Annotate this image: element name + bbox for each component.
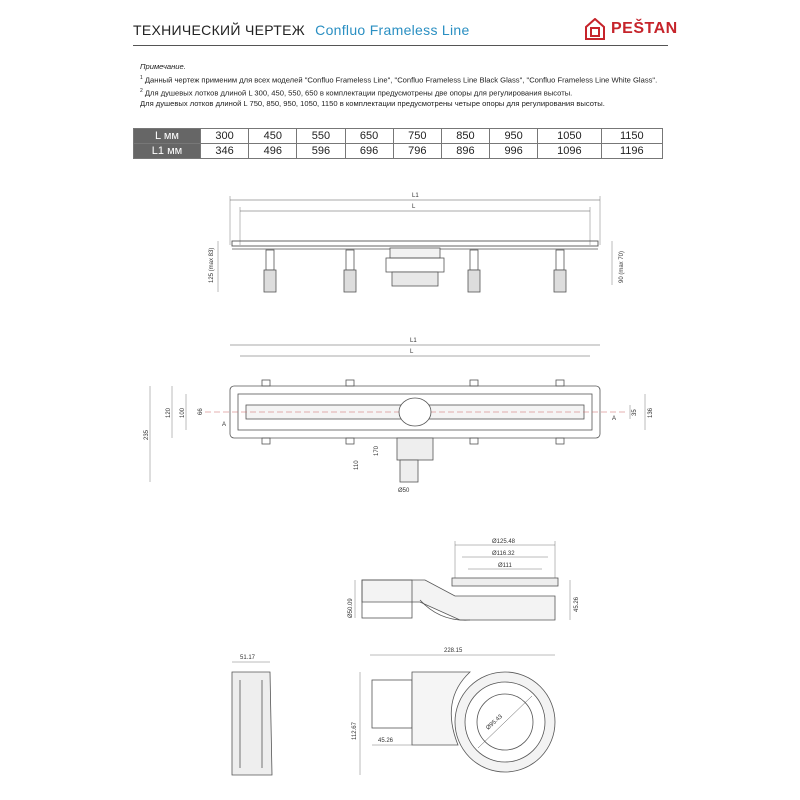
side-dim-51-17: 51.17 bbox=[240, 655, 256, 661]
note-3: Для душевых лотков длиной L 750, 850, 950, 1050, 1150 в комплектации предусмотрены четыре опоры для регулирования высоты. bbox=[140, 98, 605, 108]
note-1-mark: 1 bbox=[140, 74, 143, 81]
size-table-cell: 1150 bbox=[601, 129, 662, 144]
size-table-cell: 950 bbox=[490, 129, 538, 144]
note-2-mark: 2 bbox=[140, 87, 143, 94]
note-2-text: Для душевых лотков длиной L 300, 450, 550, 650 в комплектации предусмотрены две опоры для регулирования высоты. bbox=[144, 88, 573, 98]
bottom-dim-d95: Ø95.43 bbox=[485, 713, 504, 732]
notes-title: Примечание. bbox=[140, 62, 186, 71]
size-table-cell: 996 bbox=[490, 144, 538, 159]
note-1-text: Данный чертеж применим для всех моделей "Confluo Frameless Line", "Confluo Frameless Line Black Glass", "Confluo Frameless Line White Glass". bbox=[144, 75, 658, 85]
title-text: ТЕХНИЧЕСКИЙ ЧЕРТЕЖ bbox=[133, 22, 305, 38]
plan-dim-66: 66 bbox=[198, 408, 204, 415]
plan-dim-100: 100 bbox=[180, 407, 186, 418]
plan-dim-235: 235 bbox=[144, 429, 150, 440]
plan-dim-170: 170 bbox=[374, 445, 380, 456]
size-table-cell: 596 bbox=[297, 144, 345, 159]
plan-dim-l: L bbox=[410, 349, 414, 355]
plan-dim-l1: L1 bbox=[410, 338, 417, 344]
front-dim-left-height: 125 (max 83) bbox=[209, 247, 215, 283]
section-dim-d50: Ø50.09 bbox=[348, 598, 354, 618]
front-dim-l1: L1 bbox=[412, 193, 419, 199]
side-and-bottom-views bbox=[232, 655, 555, 775]
size-table-row-label: L мм bbox=[134, 129, 201, 144]
front-dim-right-height: 90 (max 70) bbox=[619, 250, 625, 283]
plan-dim-35: 35 bbox=[632, 409, 638, 416]
size-table-cell: 346 bbox=[201, 144, 249, 159]
plan-dim-outlet: Ø50 bbox=[398, 488, 410, 494]
plan-dim-136: 136 bbox=[648, 407, 654, 418]
brand-name: PEŠTAN bbox=[611, 20, 678, 37]
section-dim-d116: Ø116.32 bbox=[492, 551, 515, 557]
size-table-cell: 550 bbox=[297, 129, 345, 144]
section-dim-45-26: 45.26 bbox=[574, 596, 580, 612]
size-table-cell: 1196 bbox=[601, 144, 662, 159]
size-table-cell: 696 bbox=[345, 144, 393, 159]
section-dim-d125: Ø125.48 bbox=[492, 539, 516, 545]
size-table-cell: 896 bbox=[441, 144, 489, 159]
bottom-dim-112-67: 112.67 bbox=[352, 722, 358, 740]
size-table-cell: 750 bbox=[393, 129, 441, 144]
size-table-cell: 650 bbox=[345, 129, 393, 144]
bottom-dim-45-26: 45.26 bbox=[378, 738, 394, 744]
size-table-cell: 300 bbox=[201, 129, 249, 144]
size-table-cell: 450 bbox=[249, 129, 297, 144]
section-view bbox=[355, 541, 570, 620]
plan-section-a-right: A bbox=[612, 416, 617, 422]
size-table-row-label: L1 мм bbox=[134, 144, 201, 159]
size-table-cell: 850 bbox=[441, 129, 489, 144]
product-name: Confluo Frameless Line bbox=[315, 22, 470, 38]
front-dim-l: L bbox=[412, 204, 416, 210]
plan-dim-120: 120 bbox=[166, 407, 172, 418]
bottom-dim-228-15: 228.15 bbox=[444, 648, 463, 654]
size-table-cell: 1096 bbox=[538, 144, 601, 159]
plan-view bbox=[150, 345, 645, 482]
plan-section-a-left: A bbox=[222, 422, 227, 428]
size-table-cell: 496 bbox=[249, 144, 297, 159]
size-table-cell: 796 bbox=[393, 144, 441, 159]
plan-dim-110: 110 bbox=[354, 460, 360, 470]
section-dim-d111: Ø111 bbox=[498, 563, 512, 569]
front-view bbox=[218, 196, 612, 292]
size-table-cell: 1050 bbox=[538, 129, 601, 144]
